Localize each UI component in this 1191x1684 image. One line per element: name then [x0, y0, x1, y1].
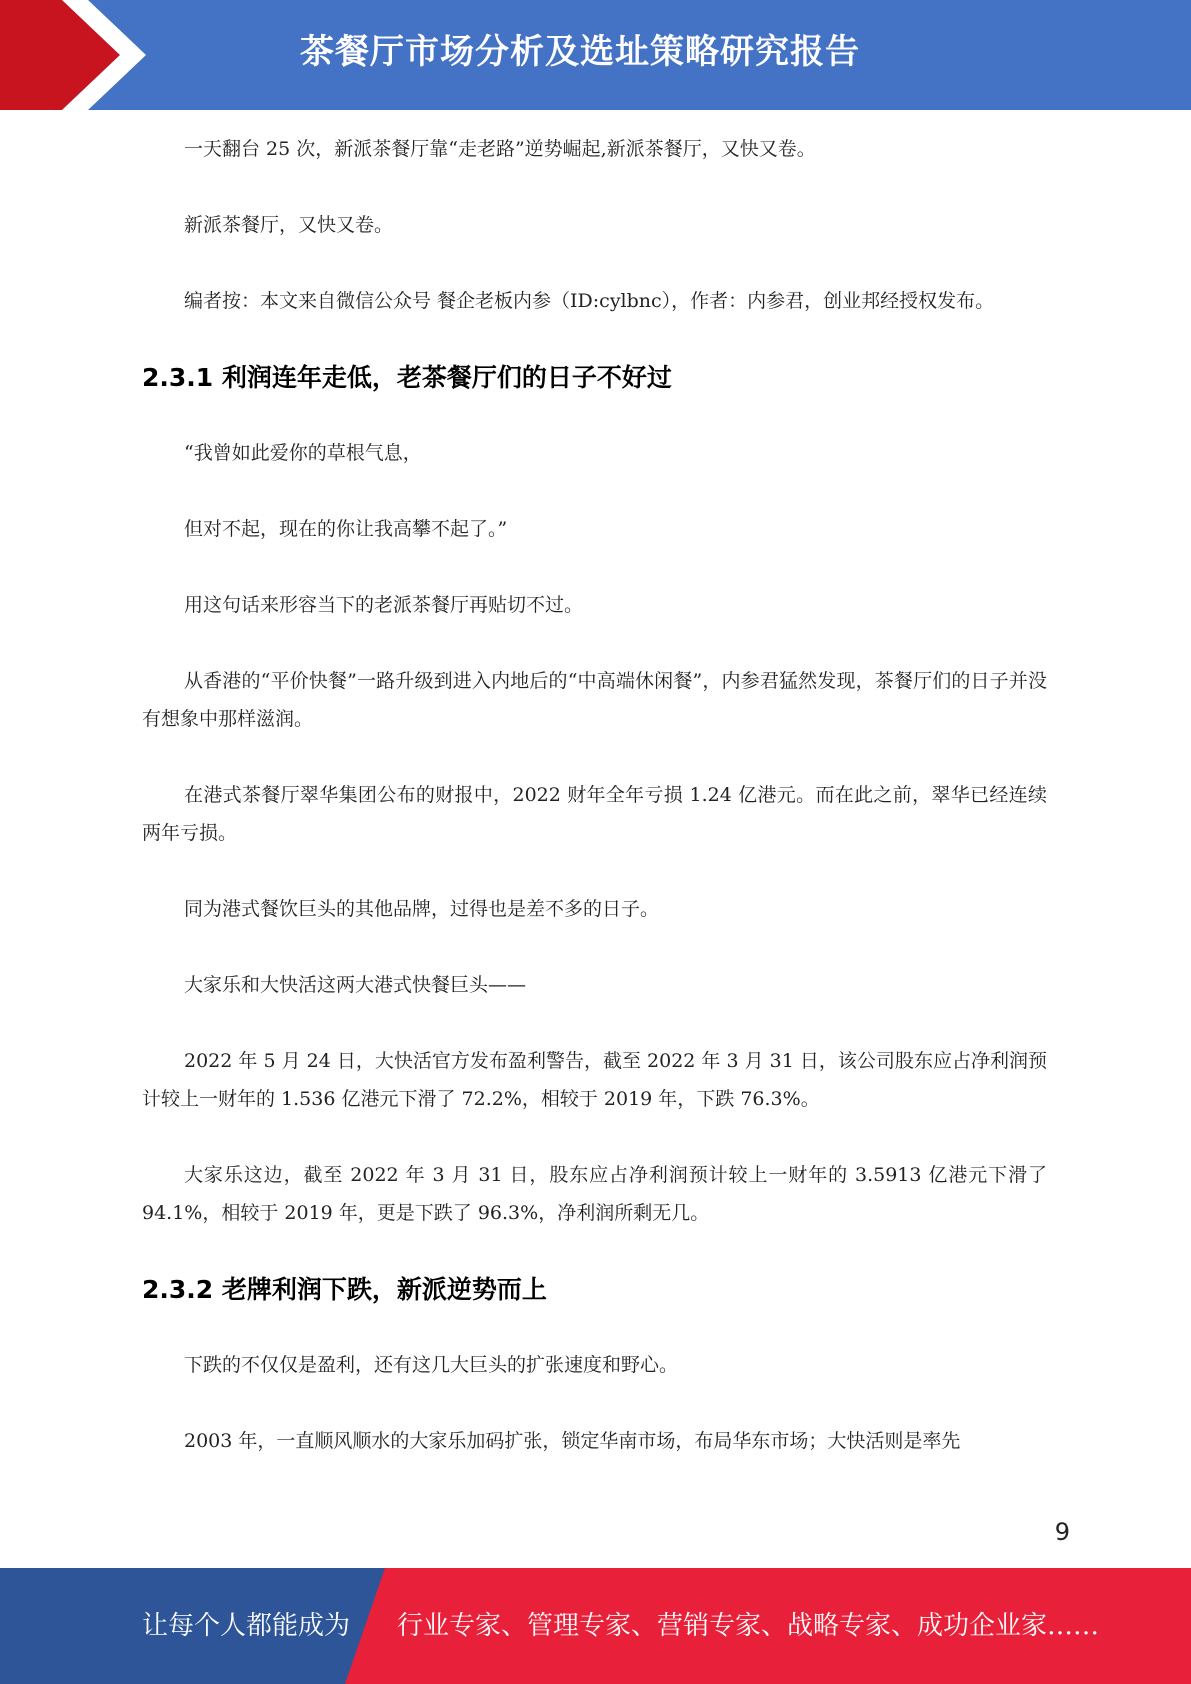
page-footer	[0, 1568, 1191, 1684]
paragraph: 用这句话来形容当下的老派茶餐厅再贴切不过。	[184, 594, 584, 616]
quote-paragraph: “我曾如此爱你的草根气息，	[184, 442, 422, 464]
paragraph: 大家乐这边，截至 2022 年 3 月 31 日，股东应占净利润预计较上一财年的 3.5913 亿港元下滑了 94.1%，相较于 2019 年，更是下跌了 96.3%，净利润所剩无几。	[142, 1164, 1047, 1224]
footer-slogan-left: 让每个人都能成为	[142, 1611, 351, 1641]
report-title: 茶餐厅市场分析及选址策略研究报告	[300, 32, 860, 72]
arrow-decoration	[0, 0, 160, 110]
page-number: 9	[1054, 1518, 1070, 1546]
paragraph: 从香港的“平价快餐”一路升级到进入内地后的“中高端休闲餐”，内参君猛然发现，茶餐厅们的日子并没有想象中那样滋润。	[142, 670, 1047, 730]
paragraph: 2022 年 5 月 24 日，大快活官方发布盈利警告，截至 2022 年 3 月 31 日，该公司股东应占净利润预计较上一财年的 1.536 亿港元下滑了 72.2%，相较于 2019 年，下跌 76.3%。	[142, 1050, 1047, 1110]
paragraph: 大家乐和大快活这两大港式快餐巨头——	[184, 974, 527, 996]
footer-slogan-right: 行业专家、管理专家、营销专家、战略专家、成功企业家……	[397, 1611, 1100, 1641]
paragraph: 一天翻台 25 次，新派茶餐厅靠“走老路”逆势崛起,新派茶餐厅，又快又卷。	[184, 138, 816, 160]
paragraph: 下跌的不仅仅是盈利，还有这几大巨头的扩张速度和野心。	[184, 1354, 679, 1376]
paragraph: 2003 年，一直顺风顺水的大家乐加码扩张，锁定华南市场，布局华东市场；大快活则是率先	[184, 1430, 961, 1452]
paragraph: 新派茶餐厅，又快又卷。	[184, 214, 394, 236]
quote-paragraph: 但对不起，现在的你让我高攀不起了。”	[184, 518, 508, 540]
page-header	[0, 0, 1191, 110]
paragraph: 在港式茶餐厅翠华集团公布的财报中，2022 财年全年亏损 1.24 亿港元。而在此之前，翠华已经连续两年亏损。	[142, 784, 1047, 844]
section-heading-2-3-2: 2.3.2 老牌利润下跌，新派逆势而上	[142, 1275, 547, 1304]
paragraph: 同为港式餐饮巨头的其他品牌，过得也是差不多的日子。	[184, 898, 660, 920]
section-heading-2-3-1: 2.3.1 利润连年走低，老茶餐厅们的日子不好过	[142, 363, 672, 392]
editor-note-paragraph: 编者按：本文来自微信公众号 餐企老板内参（ID:cylbnc），作者：内参君，创业邦经授权发布。	[184, 290, 995, 312]
document-body	[142, 130, 1047, 1498]
